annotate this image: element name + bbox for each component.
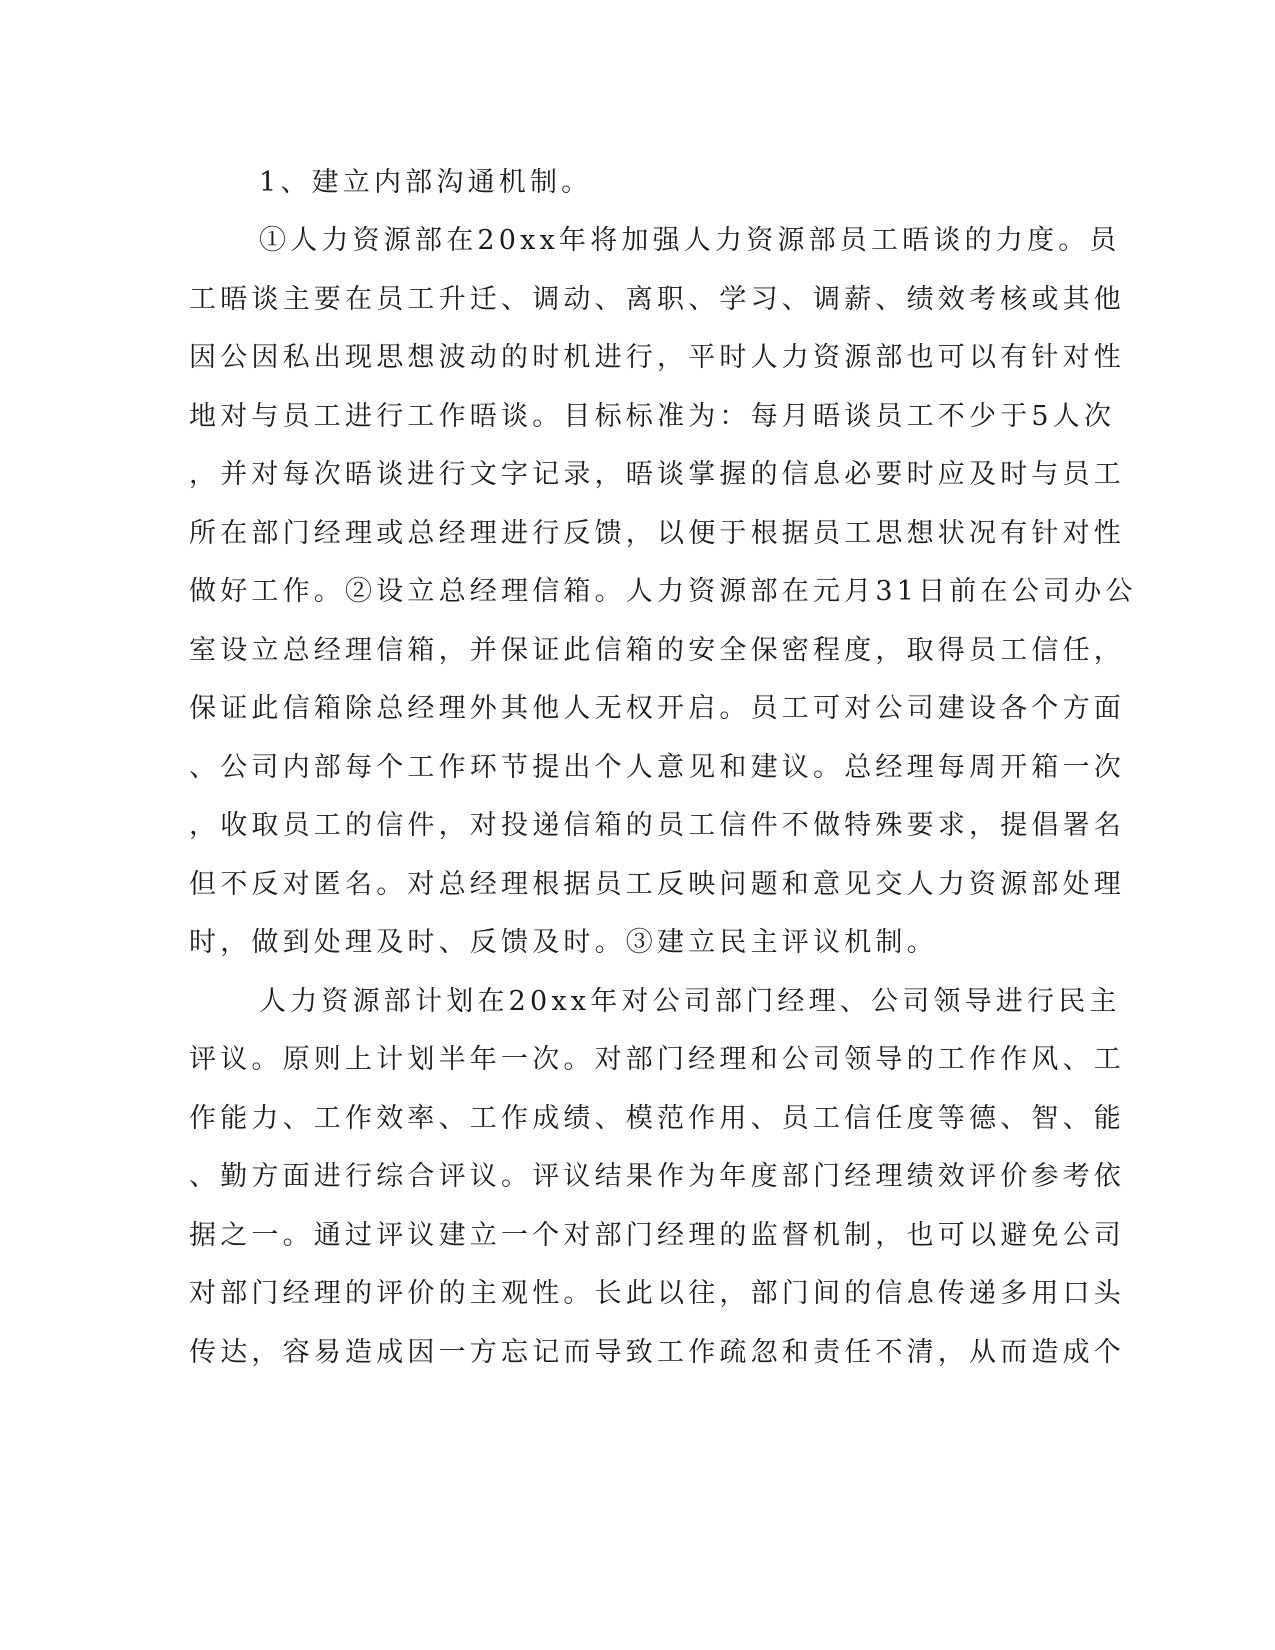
text-line: 因公因私出现思想波动的时机进行，平时人力资源部也可以有针对性 (189, 342, 1125, 373)
text-line: 作能力、工作效率、工作成绩、模范作用、员工信任度等德、智、能 (189, 1103, 1125, 1134)
text-line: 人力资源部计划在20xx年对公司部门经理、公司领导进行民主 (259, 986, 1121, 1017)
text-line: 传达，容易造成因一方忘记而导致工作疏忽和责任不清，从而造成个 (189, 1337, 1125, 1368)
text-line: 做好工作。②设立总经理信箱。人力资源部在元月31日前在公司办公 (189, 576, 1137, 607)
text-line: 保证此信箱除总经理外其他人无权开启。员工可对公司建设各个方面 (189, 693, 1125, 724)
text-line: 据之一。通过评议建立一个对部门经理的监督机制，也可以避免公司 (189, 1220, 1125, 1251)
text-line: 地对与员工进行工作晤谈。目标标准为：每月晤谈员工不少于5人次 (189, 401, 1116, 432)
text-line: 、勤方面进行综合评议。评议结果作为年度部门经理绩效评价参考依 (189, 1161, 1125, 1192)
text-line: 时，做到处理及时、反馈及时。③建立民主评议机制。 (189, 927, 938, 958)
text-line: 室设立总经理信箱，并保证此信箱的安全保密程度，取得员工信任， (189, 635, 1125, 666)
text-line: ①人力资源部在20xx年将加强人力资源部员工晤谈的力度。员 (259, 225, 1121, 256)
text-line: 但不反对匿名。对总经理根据员工反映问题和意见交人力资源部处理 (189, 869, 1125, 900)
text-line: 所在部门经理或总经理进行反馈，以便于根据员工思想状况有针对性 (189, 518, 1125, 549)
text-line: 对部门经理的评价的主观性。长此以往，部门间的信息传递多用口头 (189, 1278, 1125, 1309)
text-line: ，并对每次晤谈进行文字记录，晤谈掌握的信息必要时应及时与员工 (189, 459, 1125, 490)
text-line: 、公司内部每个工作环节提出个人意见和建议。总经理每周开箱一次 (189, 752, 1125, 783)
text-line: 1、建立内部沟通机制。 (259, 167, 593, 198)
text-line: ，收取员工的信件，对投递信箱的员工信件不做特殊要求，提倡署名 (189, 810, 1125, 841)
text-line: 评议。原则上计划半年一次。对部门经理和公司领导的工作作风、工 (189, 1044, 1125, 1075)
text-line: 工晤谈主要在员工升迁、调动、离职、学习、调薪、绩效考核或其他 (189, 284, 1125, 315)
